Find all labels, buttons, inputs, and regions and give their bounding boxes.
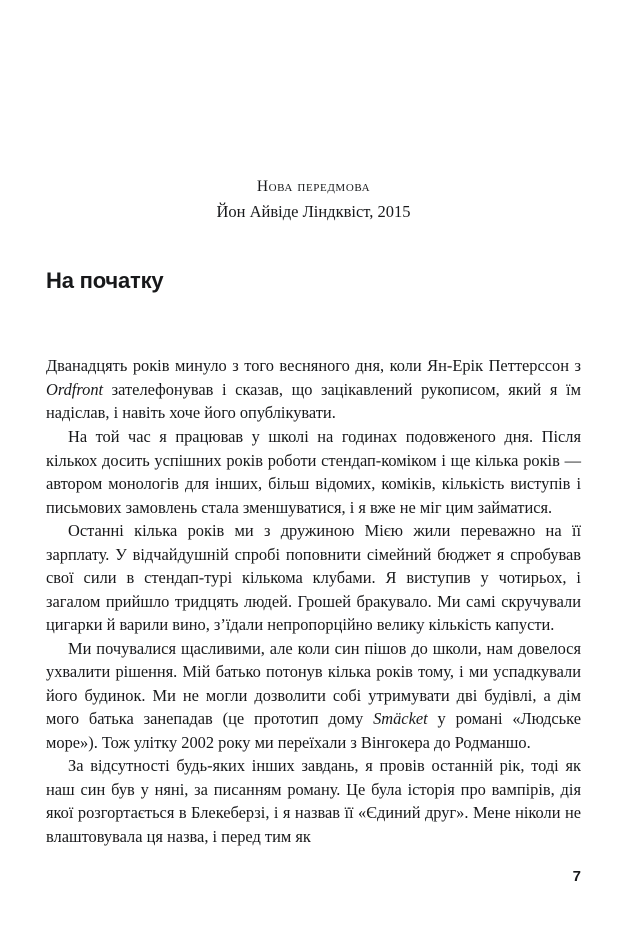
text-run: у романі «Людське море»). Тож улітку 2002 року ми переїхали з Вінгокера до Родманшо. xyxy=(46,709,581,752)
italic-text: Smäcket xyxy=(373,709,428,729)
italic-text: Ordfront xyxy=(46,379,104,399)
paragraph-3 xyxy=(46,519,581,637)
front-matter-block xyxy=(46,176,581,224)
front-matter-subtitle: Нова передмова xyxy=(256,178,371,195)
text-run: зателефонував і сказав, що зацікавлений рукописом, який я їм надіслав, і навіть хоче його опублікувати. xyxy=(46,379,581,423)
body-text xyxy=(46,354,581,848)
paragraph-2 xyxy=(46,425,581,519)
text-run: Дванадцять років минуло з того весняного дня, коли Ян-Ерік Петтерссон з xyxy=(46,356,581,376)
text-run: За відсутності будь-яких інших завдань, я провів останній рік, тоді як наш син був у няні, за писанням роману. Це була історія про вампірів, дія якої розгортається в Блекеберзі, і я назвав її «Єдиний друг». Мене ніколи не влаштовувала ця назва, і перед тим як xyxy=(46,756,581,847)
paragraph-5 xyxy=(46,754,581,848)
text-run: Останні кілька років ми з дружиною Мією жили переважно на її зарплату. У відчайдушній спробі поповнити сімейний бюджет я спробував свої сили в стендап-турі кількома клубами. Я виступив у чотирьох, і загалом прийшло тридцять людей. Грошей бракувало. Ми самі скручували цигарки й варили вино, з’їдали непропорційно велику кількість капусти. xyxy=(46,521,581,635)
paragraph-4 xyxy=(46,637,581,755)
chapter-title: На початку xyxy=(46,268,164,294)
page-content xyxy=(46,0,581,885)
front-matter-author-year: Йон Айвіде Ліндквіст, 2015 xyxy=(216,202,411,222)
text-run: Ми почувалися щасливими, але коли син пішов до школи, нам довелося ухвалити рішення. Мій батько потонув кілька років тому, і ми успадкували його будинок. Ми не могли дозволити собі утримувати дві будівлі, а дім мого батька занепадав (це прототип дому xyxy=(46,638,581,729)
page-number: 7 xyxy=(572,868,581,885)
text-run: На той час я працював у школі на годинах подовженого дня. Після кількох досить успішних років роботи стендап-коміком і ще кілька років — автором монологів для інших, більш відомих, коміків, кількість виступів і письмових замовлень стала зменшуватися, і я вже не міг цим займатися. xyxy=(46,426,581,517)
paragraph-1 xyxy=(46,354,581,425)
